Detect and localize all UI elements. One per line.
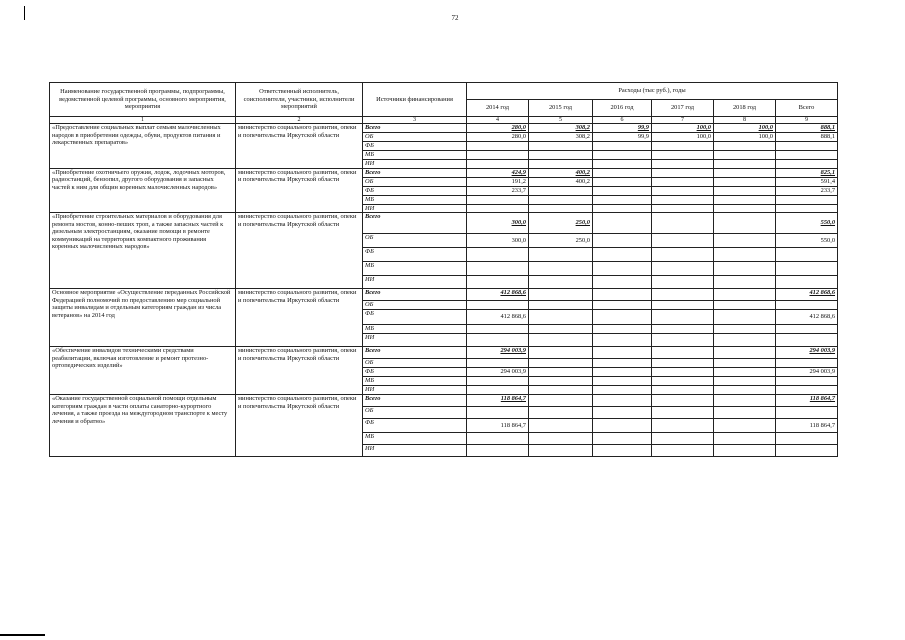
total-value: [776, 445, 838, 457]
funding-source: ФБ: [363, 419, 467, 433]
total-value: 550,0: [776, 234, 838, 248]
year-value: [714, 445, 776, 457]
year-value: 118 864,7: [467, 395, 529, 407]
year-value: [529, 433, 593, 445]
table-header-row: [50, 83, 838, 100]
year-value: [467, 386, 529, 395]
year-value: [593, 386, 652, 395]
year-value: [714, 407, 776, 419]
year-value: [467, 142, 529, 151]
table-body: [50, 124, 838, 457]
measure-executor: министерство социального развития, опеки и попечительства Иркутской области: [236, 395, 363, 457]
year-value: 99,9: [593, 133, 652, 142]
total-value: 412 868,6: [776, 289, 838, 301]
year-value: [714, 248, 776, 262]
year-value: [529, 445, 593, 457]
funding-source: ФБ: [363, 142, 467, 151]
year-value: 294 003,9: [467, 368, 529, 377]
year-value: [714, 289, 776, 301]
funding-source: Всего: [363, 124, 467, 133]
year-value: [529, 407, 593, 419]
measure-name: «Оказание государственной социальной помощи отдельным категориям граждан в части оплаты санаторно-курортного лечения, а также проезда на междугородном транспорте к месту лечения и обратно»: [50, 395, 236, 457]
measure-name: «Обеспечение инвалидов техническими средствами реабилитации, включая изготовление и ремонт протезно-ортопедических изделий»: [50, 347, 236, 395]
year-value: 300,0: [467, 213, 529, 234]
year-value: [652, 168, 714, 177]
year-value: [529, 142, 593, 151]
total-value: 118 864,7: [776, 419, 838, 433]
funding-source: ИИ: [363, 334, 467, 347]
funding-source: ФБ: [363, 248, 467, 262]
year-value: [467, 248, 529, 262]
column-number: 2: [236, 117, 363, 124]
measure-executor: министерство социального развития, опеки и попечительства Иркутской области: [236, 124, 363, 169]
table-row: [50, 213, 838, 234]
header-source: Источники финансирования: [363, 83, 467, 117]
year-value: [652, 204, 714, 213]
total-value: [776, 195, 838, 204]
year-value: [467, 301, 529, 310]
header-executor: Ответственный исполнитель, соисполнители, участники, исполнители мероприятий: [236, 83, 363, 117]
year-value: [593, 177, 652, 186]
total-value: [776, 204, 838, 213]
year-value: 250,0: [529, 213, 593, 234]
year-value: [652, 142, 714, 151]
year-value: [529, 160, 593, 169]
header-year: 2015 год: [529, 100, 593, 117]
year-value: [652, 151, 714, 160]
total-value: 118 864,7: [776, 395, 838, 407]
total-value: 294 003,9: [776, 347, 838, 359]
total-value: [776, 160, 838, 169]
funding-source: ФБ: [363, 310, 467, 325]
year-value: [593, 368, 652, 377]
year-value: 308,2: [529, 124, 593, 133]
year-value: [652, 368, 714, 377]
year-value: [652, 310, 714, 325]
total-value: 233,7: [776, 186, 838, 195]
column-number: 5: [529, 117, 593, 124]
year-value: [467, 407, 529, 419]
page-number: 72: [451, 14, 459, 22]
total-value: [776, 377, 838, 386]
funding-source: ОБ: [363, 133, 467, 142]
total-value: [776, 334, 838, 347]
measure-name: «Приобретение строительных материалов и оборудования для ремонта мостов, конно-пеших троп, а также запасных частей к дизельным электростанциям, оказание помощи в ремонте коммуникаций на территориях компактного проживания коренных малочисленных народов»: [50, 213, 236, 289]
year-value: [714, 377, 776, 386]
table-row: [50, 289, 838, 301]
funding-source: МБ: [363, 325, 467, 334]
year-value: 280,0: [467, 133, 529, 142]
header-expenses: Расходы (тыс руб.), годы: [467, 83, 838, 100]
year-value: [593, 168, 652, 177]
year-value: [593, 377, 652, 386]
header-year: 2014 год: [467, 100, 529, 117]
year-value: [714, 195, 776, 204]
year-value: 100,0: [652, 124, 714, 133]
header-year: 2018 год: [714, 100, 776, 117]
table-row: [50, 395, 838, 407]
total-value: [776, 407, 838, 419]
year-value: 280,0: [467, 124, 529, 133]
year-value: [593, 142, 652, 151]
year-value: [529, 386, 593, 395]
year-value: [529, 310, 593, 325]
year-value: [652, 445, 714, 457]
year-value: 250,0: [529, 234, 593, 248]
funding-source: ФБ: [363, 186, 467, 195]
year-value: [593, 151, 652, 160]
year-value: [714, 262, 776, 276]
year-value: 424,9: [467, 168, 529, 177]
year-value: [467, 445, 529, 457]
measure-name: Основное мероприятие «Осуществление переданных Российской Федерацией полномочий по предоставлению мер социальной защиты инвалидам и отдельным категориям граждан из числа ветеранов» на 2014 год: [50, 289, 236, 347]
funding-source: ИИ: [363, 386, 467, 395]
year-value: [529, 262, 593, 276]
year-value: [714, 419, 776, 433]
column-number: 8: [714, 117, 776, 124]
year-value: [467, 262, 529, 276]
total-value: [776, 359, 838, 368]
year-value: 100,0: [652, 133, 714, 142]
column-number: 1: [50, 117, 236, 124]
year-value: [652, 407, 714, 419]
year-value: [593, 262, 652, 276]
year-value: [467, 433, 529, 445]
year-value: [529, 204, 593, 213]
funding-source: Всего: [363, 347, 467, 359]
year-value: [714, 433, 776, 445]
funding-source: ОБ: [363, 407, 467, 419]
year-value: 99,9: [593, 124, 652, 133]
year-value: [593, 186, 652, 195]
year-value: [593, 347, 652, 359]
funding-source: ОБ: [363, 301, 467, 310]
year-value: 191,2: [467, 177, 529, 186]
year-value: [593, 334, 652, 347]
total-value: [776, 262, 838, 276]
year-value: [652, 160, 714, 169]
year-value: [593, 248, 652, 262]
total-value: [776, 433, 838, 445]
year-value: [529, 419, 593, 433]
total-value: [776, 142, 838, 151]
year-value: [467, 334, 529, 347]
total-value: 888,1: [776, 133, 838, 142]
year-value: [593, 289, 652, 301]
year-value: [593, 213, 652, 234]
table-row: [50, 124, 838, 133]
total-value: 412 868,6: [776, 310, 838, 325]
scan-artifact-bar: [0, 634, 45, 636]
year-value: [652, 359, 714, 368]
year-value: [714, 359, 776, 368]
year-value: [714, 325, 776, 334]
funding-source: ИИ: [363, 276, 467, 289]
year-value: [714, 186, 776, 195]
funding-source: Всего: [363, 395, 467, 407]
year-value: [714, 142, 776, 151]
year-value: 400,2: [529, 168, 593, 177]
year-value: 100,0: [714, 124, 776, 133]
expenses-table: [49, 82, 838, 457]
funding-source: МБ: [363, 433, 467, 445]
year-value: [714, 310, 776, 325]
year-value: [652, 177, 714, 186]
year-value: [714, 168, 776, 177]
year-value: [593, 407, 652, 419]
year-value: [714, 234, 776, 248]
year-value: 412 868,6: [467, 310, 529, 325]
table-row: [50, 347, 838, 359]
year-value: [529, 368, 593, 377]
year-value: [529, 334, 593, 347]
year-value: [652, 386, 714, 395]
year-value: [652, 395, 714, 407]
year-value: [714, 347, 776, 359]
measure-name: «Приобретение охотничьего оружия, лодок, лодочных моторов, радиостанций, бензопил, другого оборудования и запасных частей к ним для общин коренных малочисленных народов»: [50, 168, 236, 213]
year-value: [593, 359, 652, 368]
year-value: [652, 377, 714, 386]
year-value: [467, 325, 529, 334]
year-value: [593, 160, 652, 169]
year-value: [593, 310, 652, 325]
year-value: [714, 386, 776, 395]
header-year: 2016 год: [593, 100, 652, 117]
header-year: 2017 год: [652, 100, 714, 117]
year-value: [652, 419, 714, 433]
year-value: [529, 151, 593, 160]
total-value: 888,1: [776, 124, 838, 133]
column-number: 6: [593, 117, 652, 124]
year-value: 100,0: [714, 133, 776, 142]
total-value: [776, 301, 838, 310]
funding-source: Всего: [363, 213, 467, 234]
year-value: [467, 151, 529, 160]
funding-source: ИИ: [363, 160, 467, 169]
year-value: [529, 395, 593, 407]
year-value: [714, 276, 776, 289]
year-value: [652, 195, 714, 204]
year-value: [652, 276, 714, 289]
total-value: [776, 276, 838, 289]
funding-source: ИИ: [363, 204, 467, 213]
header-total: Всего: [776, 100, 838, 117]
measure-executor: министерство социального развития, опеки и попечительства Иркутской области: [236, 168, 363, 213]
year-value: [593, 445, 652, 457]
year-value: [714, 368, 776, 377]
year-value: [529, 377, 593, 386]
funding-source: ОБ: [363, 177, 467, 186]
year-value: [529, 248, 593, 262]
year-value: [467, 160, 529, 169]
year-value: [714, 151, 776, 160]
year-value: [714, 395, 776, 407]
year-value: [529, 289, 593, 301]
year-value: 233,7: [467, 186, 529, 195]
year-value: [714, 334, 776, 347]
year-value: [529, 301, 593, 310]
year-value: [467, 276, 529, 289]
year-value: 294 003,9: [467, 347, 529, 359]
total-value: 294 003,9: [776, 368, 838, 377]
year-value: [652, 186, 714, 195]
total-value: [776, 248, 838, 262]
year-value: [529, 276, 593, 289]
year-value: [593, 195, 652, 204]
measure-executor: министерство социального развития, опеки и попечительства Иркутской области: [236, 289, 363, 347]
year-value: [714, 204, 776, 213]
total-value: [776, 151, 838, 160]
year-value: [529, 325, 593, 334]
year-value: 412 868,6: [467, 289, 529, 301]
year-value: [652, 347, 714, 359]
funding-source: ИИ: [363, 445, 467, 457]
total-value: 825,1: [776, 168, 838, 177]
table-row: [50, 168, 838, 177]
year-value: 400,2: [529, 177, 593, 186]
year-value: [714, 213, 776, 234]
funding-source: МБ: [363, 151, 467, 160]
year-value: [529, 359, 593, 368]
year-value: [593, 301, 652, 310]
year-value: [593, 433, 652, 445]
year-value: [652, 234, 714, 248]
measure-name: «Предоставление социальных выплат семьям малочисленных народов в приобретении одежды, обуви, продуктов питания и лекарственных препаратов»: [50, 124, 236, 169]
year-value: [467, 377, 529, 386]
funding-source: ОБ: [363, 234, 467, 248]
column-numbers-row: [50, 117, 838, 124]
year-value: [652, 262, 714, 276]
funding-source: ОБ: [363, 359, 467, 368]
measure-executor: министерство социального развития, опеки и попечительства Иркутской области: [236, 213, 363, 289]
year-value: [714, 177, 776, 186]
year-value: 118 864,7: [467, 419, 529, 433]
column-number: 7: [652, 117, 714, 124]
year-value: [467, 359, 529, 368]
year-value: 300,0: [467, 234, 529, 248]
year-value: [714, 301, 776, 310]
header-name: Наименование государственной программы, подпрограммы, ведомственной целевой программы, основного мероприятия, мероприятия: [50, 83, 236, 117]
year-value: [593, 395, 652, 407]
funding-source: Всего: [363, 168, 467, 177]
funding-source: ФБ: [363, 368, 467, 377]
year-value: [529, 195, 593, 204]
column-number: 3: [363, 117, 467, 124]
year-value: [467, 195, 529, 204]
year-value: [652, 325, 714, 334]
year-value: [652, 433, 714, 445]
year-value: [714, 160, 776, 169]
funding-source: МБ: [363, 195, 467, 204]
year-value: [652, 289, 714, 301]
year-value: [652, 213, 714, 234]
total-value: 550,0: [776, 213, 838, 234]
funding-source: МБ: [363, 262, 467, 276]
funding-source: Всего: [363, 289, 467, 301]
column-number: 9: [776, 117, 838, 124]
year-value: [652, 301, 714, 310]
year-value: [593, 276, 652, 289]
year-value: 308,2: [529, 133, 593, 142]
total-value: [776, 386, 838, 395]
year-value: [593, 204, 652, 213]
total-value: 591,4: [776, 177, 838, 186]
total-value: [776, 325, 838, 334]
year-value: [529, 347, 593, 359]
year-value: [529, 186, 593, 195]
scan-artifact-line: [24, 6, 25, 20]
year-value: [652, 334, 714, 347]
year-value: [652, 248, 714, 262]
column-number: 4: [467, 117, 529, 124]
measure-executor: министерство социального развития, опеки и попечительства Иркутской области: [236, 347, 363, 395]
year-value: [593, 325, 652, 334]
year-value: [467, 204, 529, 213]
year-value: [593, 234, 652, 248]
year-value: [593, 419, 652, 433]
funding-source: МБ: [363, 377, 467, 386]
